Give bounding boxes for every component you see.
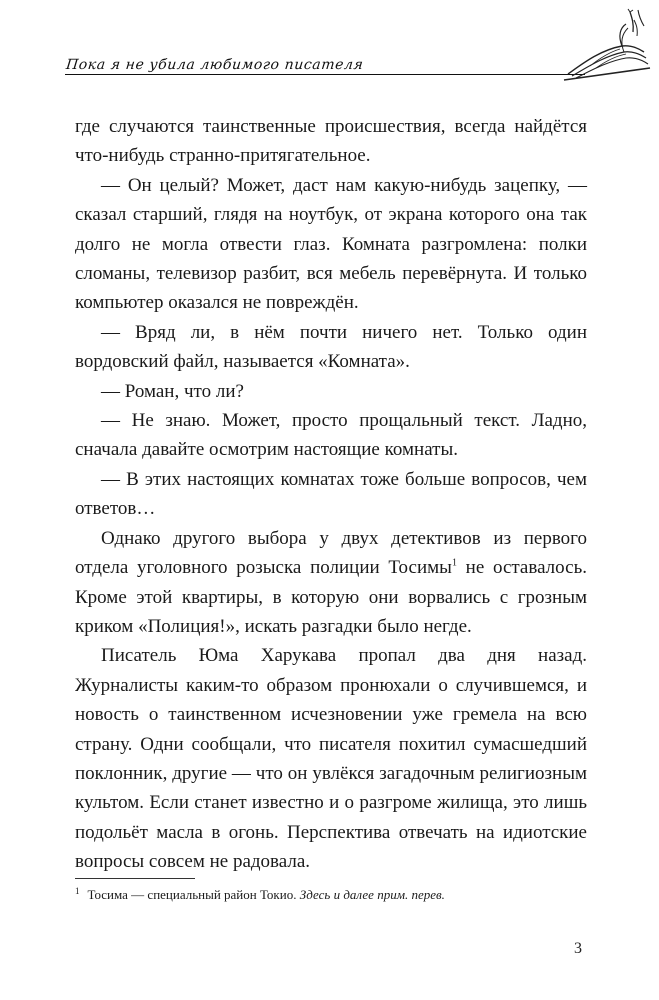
- footnote-text: Тосима — специальный район Токио.: [87, 887, 300, 902]
- paragraph: Писатель Юма Харукава пропал два дня назад. Журналисты каким-то образом пронюхали о случившемся, и новость о таинственном исчезновении уже гремела на всю страну. Одни сообщали, что писателя похитил сумасшедший поклонник, другие — что он увлёкся загадочным религиозным культом. Если станет известно и о разгроме жилища, это лишь подольёт масла в огонь. Перспектива отвечать на идиотские вопросы совсем не радовала.: [75, 645, 587, 873]
- footnote-rule: [75, 878, 195, 879]
- running-header-title: Пока я не убила любимого писателя: [65, 57, 365, 73]
- footnote: [75, 886, 587, 904]
- body-text: [75, 112, 587, 877]
- paragraph-with-footnote: [75, 524, 587, 642]
- dialogue-line: — Не знаю. Может, просто прощальный текст. Ладно, сначала давайте осмотрим настоящие комнаты.: [75, 410, 587, 461]
- footnote-mark: 1: [75, 885, 80, 896]
- open-book-with-quill-icon: [560, 6, 652, 86]
- dialogue-line: — Роман, что ли?: [101, 380, 244, 402]
- header-rule: [65, 74, 585, 75]
- dialogue-line: — Он целый? Может, даст нам какую-нибудь зацепку, — сказал старший, глядя на ноутбук, от экрана которого она так долго не могла отвести глаз. Комната разгромлена: полки сломаны, телевизор разбит, вся мебель перевёрнута. И только компьютер оказался не повреждён.: [75, 174, 587, 314]
- footnote-italic-note: Здесь и далее прим. перев.: [299, 887, 445, 902]
- paragraph-text-part: Однако другого выбора у двух детективов из первого отдела уголовного розыска полиции Тосимы: [75, 527, 587, 579]
- dialogue-line: — В этих настоящих комнатах тоже больше вопросов, чем ответов…: [75, 468, 587, 520]
- paragraph-continuation: где случаются таинственные происшествия, всегда найдётся что-нибудь странно-притягательное.: [75, 116, 587, 167]
- paragraph-text-part: не оставалось. Кроме этой квартиры, в которую они ворвались с грозным криком «Полиция!», искать разгадки было негде.: [75, 557, 587, 637]
- dialogue-line: — Вряд ли, в нём почти ничего нет. Только один вордовский файл, называется «Комната».: [75, 321, 587, 373]
- running-header: [0, 0, 659, 95]
- page-number: 3: [574, 940, 582, 957]
- footnote-reference[interactable]: 1: [451, 557, 457, 569]
